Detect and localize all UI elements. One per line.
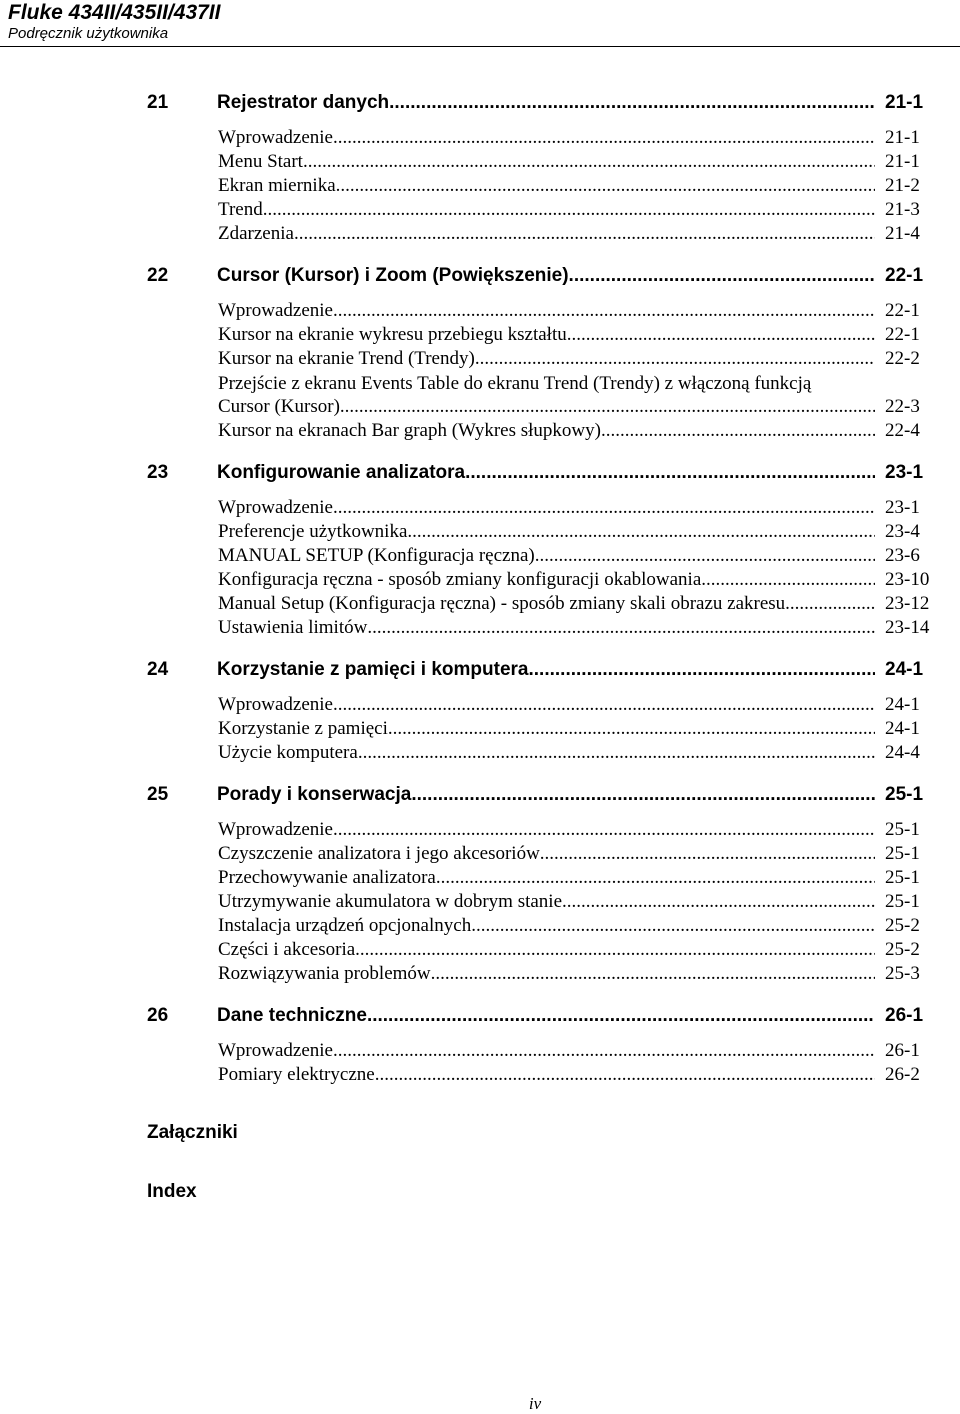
dot-leader: [567, 324, 875, 346]
chapter-number: 23: [147, 462, 169, 483]
chapter-page: 25-1: [885, 784, 924, 805]
document-subtitle: Podręcznik użytkownika: [8, 25, 169, 42]
toc-entry[interactable]: [218, 718, 937, 742]
entry-title: Manual Setup (Konfiguracja ręczna) - sposób zmiany skali obrazu zakresu.: [218, 593, 790, 614]
toc-entry[interactable]: [218, 324, 937, 348]
chapter-title: Porady i konserwacja: [217, 784, 412, 805]
dot-leader: [436, 867, 875, 889]
toc-chapter-group: [147, 462, 937, 641]
toc-chapter-group: [147, 659, 937, 766]
entry-title: Utrzymywanie akumulatora w dobrym stanie: [218, 891, 563, 912]
chapter-page: 24-1: [885, 659, 924, 680]
toc-entry[interactable]: [218, 545, 937, 569]
chapter-page: 23-1: [885, 462, 924, 483]
toc-entry[interactable]: [218, 1064, 937, 1088]
dot-leader: [569, 265, 875, 287]
toc-entry[interactable]: [218, 963, 937, 987]
entry-title: MANUAL SETUP (Konfiguracja ręczna): [218, 545, 535, 566]
chapter-number: 21: [147, 92, 169, 113]
entry-page: 24-1: [885, 694, 920, 715]
entry-title: Rozwiązywania problemów: [218, 963, 431, 984]
dot-leader: [431, 963, 875, 985]
entry-title: Korzystanie z pamięci: [218, 718, 388, 739]
toc-entry[interactable]: [218, 348, 937, 372]
entry-title: Części i akcesoria: [218, 939, 356, 960]
entry-title: Ustawienia limitów: [218, 617, 368, 638]
toc-chapter-26[interactable]: [147, 1005, 937, 1029]
toc-chapter-25[interactable]: [147, 784, 937, 808]
toc-entry[interactable]: [218, 694, 937, 718]
entry-page: 26-2: [885, 1064, 920, 1085]
toc-entry[interactable]: [218, 1040, 937, 1064]
chapter-number: 26: [147, 1005, 169, 1026]
toc-entry[interactable]: [218, 175, 937, 199]
entry-title: Instalacja urządzeń opcjonalnych: [218, 915, 472, 936]
entry-title: Menu Start: [218, 151, 303, 172]
dot-leader: [340, 396, 875, 418]
entry-page: 23-12: [885, 593, 930, 614]
dot-leader: [529, 659, 876, 681]
toc-chapter-group: [147, 265, 937, 444]
dot-leader: [303, 151, 875, 173]
entry-title: Konfiguracja ręczna - sposób zmiany konfiguracji okablowania.: [218, 569, 707, 590]
toc-entry[interactable]: [218, 867, 937, 891]
entry-title: Preferencje użytkownika: [218, 521, 408, 542]
entry-page: 21-3: [885, 199, 920, 220]
header-rule: [0, 46, 960, 47]
dot-leader: [562, 891, 875, 913]
entry-page: 25-2: [885, 939, 920, 960]
entry-page: 23-14: [885, 617, 930, 638]
entry-page: 23-4: [885, 521, 920, 542]
dot-leader: [540, 843, 875, 865]
chapter-number: 25: [147, 784, 169, 805]
dot-leader: [375, 1064, 875, 1086]
dot-leader: [367, 1005, 875, 1027]
entry-page: 22-4: [885, 420, 920, 441]
dot-leader: [706, 569, 875, 591]
toc-appendices[interactable]: Załączniki: [147, 1122, 238, 1143]
entry-page: 25-3: [885, 963, 920, 984]
entry-page: 25-1: [885, 891, 920, 912]
entry-page: 22-2: [885, 348, 920, 369]
dot-leader: [336, 175, 875, 197]
entry-title: Kursor na ekranie Trend (Trendy): [218, 348, 475, 369]
entry-page: 26-1: [885, 1040, 920, 1061]
entry-title: Wprowadzenie: [218, 1040, 333, 1061]
entry-page: 24-4: [885, 742, 920, 763]
toc-entry[interactable]: [218, 127, 937, 151]
dot-leader: [263, 199, 875, 221]
entry-page: 23-10: [885, 569, 930, 590]
entry-title-line1: Przejście z ekranu Events Table do ekranu Trend (Trendy) z włączoną funkcją: [218, 373, 812, 394]
toc-chapter-23[interactable]: [147, 462, 937, 486]
dot-leader: [358, 742, 875, 764]
toc-chapter-group: [147, 1005, 937, 1088]
chapter-title: Cursor (Kursor) i Zoom (Powiększenie): [217, 265, 569, 286]
toc-entry[interactable]: [218, 569, 937, 593]
entry-page: 25-2: [885, 915, 920, 936]
toc-entry[interactable]: [218, 891, 937, 915]
table-of-contents: [147, 92, 937, 1106]
chapter-page: 22-1: [885, 265, 924, 286]
dot-leader: [333, 694, 875, 716]
entry-title: Wprowadzenie: [218, 300, 333, 321]
dot-leader: [475, 348, 875, 370]
toc-chapter-22[interactable]: [147, 265, 937, 289]
chapter-page: 21-1: [885, 92, 924, 113]
dot-leader: [367, 617, 875, 639]
entry-title: Wprowadzenie: [218, 497, 333, 518]
entry-page: 21-1: [885, 151, 920, 172]
toc-entry[interactable]: [218, 151, 937, 175]
toc-entry[interactable]: [218, 915, 937, 939]
entry-title: Trend: [218, 199, 263, 220]
toc-entry[interactable]: [218, 742, 937, 766]
entry-page: 25-1: [885, 867, 920, 888]
entry-title: Ekran miernika: [218, 175, 336, 196]
dot-leader: [465, 462, 875, 484]
document-title: Fluke 434II/435II/437II: [8, 1, 221, 24]
dot-leader: [407, 521, 875, 543]
toc-chapter-21[interactable]: [147, 92, 937, 116]
entry-title: Pomiary elektryczne: [218, 1064, 375, 1085]
chapter-title: Korzystanie z pamięci i komputera: [217, 659, 529, 680]
chapter-page: 26-1: [885, 1005, 924, 1026]
page-number: iv: [528, 1394, 542, 1413]
chapter-number: 24: [147, 659, 169, 680]
toc-entry[interactable]: [218, 593, 937, 617]
toc-entry[interactable]: [218, 497, 937, 521]
entry-page: 22-1: [885, 300, 920, 321]
entry-page: 22-3: [885, 396, 920, 417]
dot-leader: [389, 92, 875, 114]
chapter-title: Konfigurowanie analizatora: [217, 462, 466, 483]
entry-page: 25-1: [885, 843, 920, 864]
dot-leader: [333, 300, 875, 322]
entry-title: Kursor na ekranach Bar graph (Wykres słupkowy): [218, 420, 601, 441]
entry-title: Wprowadzenie: [218, 819, 333, 840]
dot-leader: [333, 497, 875, 519]
entry-page: 25-1: [885, 819, 920, 840]
dot-leader: [411, 784, 875, 806]
entry-title: Użycie komputera: [218, 742, 358, 763]
dot-leader: [333, 819, 875, 841]
entry-title: Cursor (Kursor): [218, 396, 340, 417]
entry-page: 24-1: [885, 718, 920, 739]
entry-title: Przechowywanie analizatora: [218, 867, 436, 888]
dot-leader: [294, 223, 875, 245]
toc-chapter-24[interactable]: [147, 659, 937, 683]
entry-title: Wprowadzenie: [218, 127, 333, 148]
entry-title: Czyszczenie analizatora i jego akcesoriów: [218, 843, 540, 864]
dot-leader: [471, 915, 875, 937]
entry-page: 23-1: [885, 497, 920, 518]
toc-entry[interactable]: [218, 843, 937, 867]
toc-entry[interactable]: [218, 300, 937, 324]
chapter-title: Rejestrator danych: [217, 92, 390, 113]
entry-page: 21-2: [885, 175, 920, 196]
toc-entry[interactable]: [218, 223, 937, 247]
toc-entry[interactable]: [218, 521, 937, 545]
toc-index[interactable]: Index: [147, 1181, 197, 1202]
entry-page: 21-4: [885, 223, 920, 244]
dot-leader: [601, 420, 875, 442]
dot-leader: [333, 1040, 875, 1062]
entry-page: 21-1: [885, 127, 920, 148]
toc-chapter-group: [147, 784, 937, 987]
chapter-number: 22: [147, 265, 169, 286]
toc-entry[interactable]: [218, 372, 937, 420]
entry-title: Kursor na ekranie wykresu przebiegu kształtu: [218, 324, 567, 345]
entry-page: 23-6: [885, 545, 920, 566]
chapter-title: Dane techniczne: [217, 1005, 367, 1026]
toc-entry[interactable]: [218, 420, 937, 444]
running-header: [8, 0, 220, 43]
dot-leader: [535, 545, 875, 567]
entry-title: Zdarzenia: [218, 223, 294, 244]
dot-leader: [388, 718, 875, 740]
toc-entry[interactable]: [218, 819, 937, 843]
dot-leader: [333, 127, 875, 149]
toc-entry[interactable]: [218, 939, 937, 963]
toc-chapter-group: [147, 92, 937, 247]
toc-entry[interactable]: [218, 199, 937, 223]
entry-page: 22-1: [885, 324, 920, 345]
dot-leader: [790, 593, 875, 615]
toc-entry[interactable]: [218, 617, 937, 641]
dot-leader: [355, 939, 875, 961]
entry-title: Wprowadzenie: [218, 694, 333, 715]
